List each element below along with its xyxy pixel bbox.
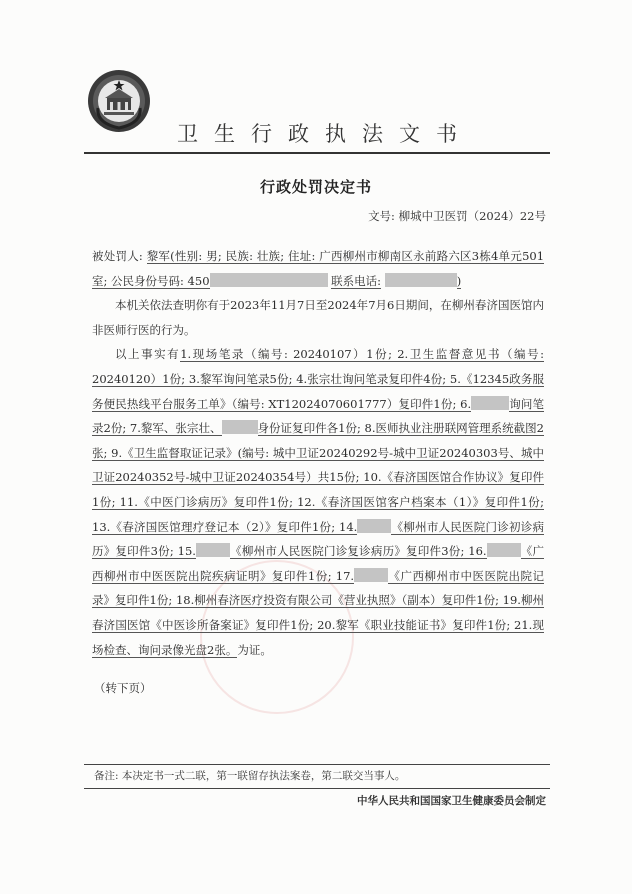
document-body: [92, 244, 544, 662]
evidence-part-3: 身份证复印件各1份; 8.医师执业注册联网管理系统截图2张; 9.《卫生监督取证记录》(编号: 城中卫证20240292号-城中卫证20240303号、城中卫证20240352号-城中卫证20240354号）共15份; 10.《春济国医馆合作协议》复印件1份; 11.《中医门诊病历》复印件1份; 12.《春济国医馆客户档案本（1）》复印件1份; 13.《春济国医馆理疗登记本（2）》复印件1份; 14.: [92, 421, 544, 534]
national-emblem-icon: [86, 68, 152, 134]
evidence-part-6: 《广西柳州市中医医院出院疾病证明》复印件1份; 17.: [92, 544, 545, 583]
bottom-divider-upper: [84, 764, 550, 765]
redacted-name: [357, 519, 391, 533]
evidence-paragraph: [92, 342, 544, 662]
party-phone-label: 联系电话:: [331, 273, 382, 288]
evidence-part-2: 询问笔录2份; 7.黎军、张宗壮、: [92, 396, 545, 436]
party-details-end: ): [456, 273, 462, 288]
party-details: (性别: 男; 民族: 壮族; 住址: 广西柳州市柳南区永前路六区3栋4单元501室; 公民身份号码: 450: [92, 249, 545, 288]
redacted-name: [354, 568, 388, 582]
bottom-divider-lower: [84, 788, 550, 789]
redacted-name: [222, 420, 258, 434]
findings-paragraph: 本机关依法查明你有于2023年11月7日至2024年7月6日期间，在柳州春济国医馆内非医师行医的行为。: [92, 298, 544, 337]
continue-note: （转下页）: [94, 681, 152, 695]
document-series-heading: 卫生行政执法文书: [177, 122, 473, 146]
redacted-name: [471, 396, 509, 410]
page-title: 行政处罚决定书: [259, 178, 372, 196]
evidence-part-4: 《柳州市人民医院门诊初诊病历》复印件3份; 15.: [92, 519, 544, 559]
remark-note: 备注: 本决定书一式二联，第一联留存执法案卷，第二联交当事人。: [94, 770, 406, 782]
issuer-footer: 中华人民共和国国家卫生健康委员会制定: [357, 795, 546, 807]
party-paragraph: [92, 244, 544, 293]
evidence-part-5: 《柳州市人民医院门诊复诊病历》复印件3份; 16.: [229, 544, 487, 559]
evidence-lead: 以上事实有: [115, 347, 181, 362]
redacted-phone: [385, 273, 457, 287]
party-label: 被处罚人:: [92, 249, 143, 263]
evidence-part-1: 1.现场笔录（编号: 20240107）1份; 2.卫生监督意见书（编号: 20240120）1份; 3.黎军询问笔录5份; 4.张宗壮询问笔录复印件4份; 5.《12345政务服务便民热线平台服务工单》（编号: XT12024070601777）复印件1份; 6.: [92, 347, 544, 411]
evidence-part-7: 《广西柳州市中医医院出院记录》复印件1份; 18.柳州春济医疗投资有限公司《营业执照》（副本）复印件1份; 19.柳州春济国医馆《中医诊所备案证》复印件1份; 20.黎军《职业技能证书》复印件1份; 21.现场检查、询问录像光盘2张。: [92, 568, 544, 657]
document-number: 文号: 柳城中卫医罚（2024）22号: [368, 209, 546, 223]
evidence-ending: 为证。: [237, 642, 272, 657]
redacted-name: [487, 543, 521, 557]
top-divider: [84, 152, 550, 154]
party-name: 黎军: [146, 249, 171, 263]
redacted-name: [196, 543, 230, 557]
redacted-id-number: [210, 273, 328, 287]
